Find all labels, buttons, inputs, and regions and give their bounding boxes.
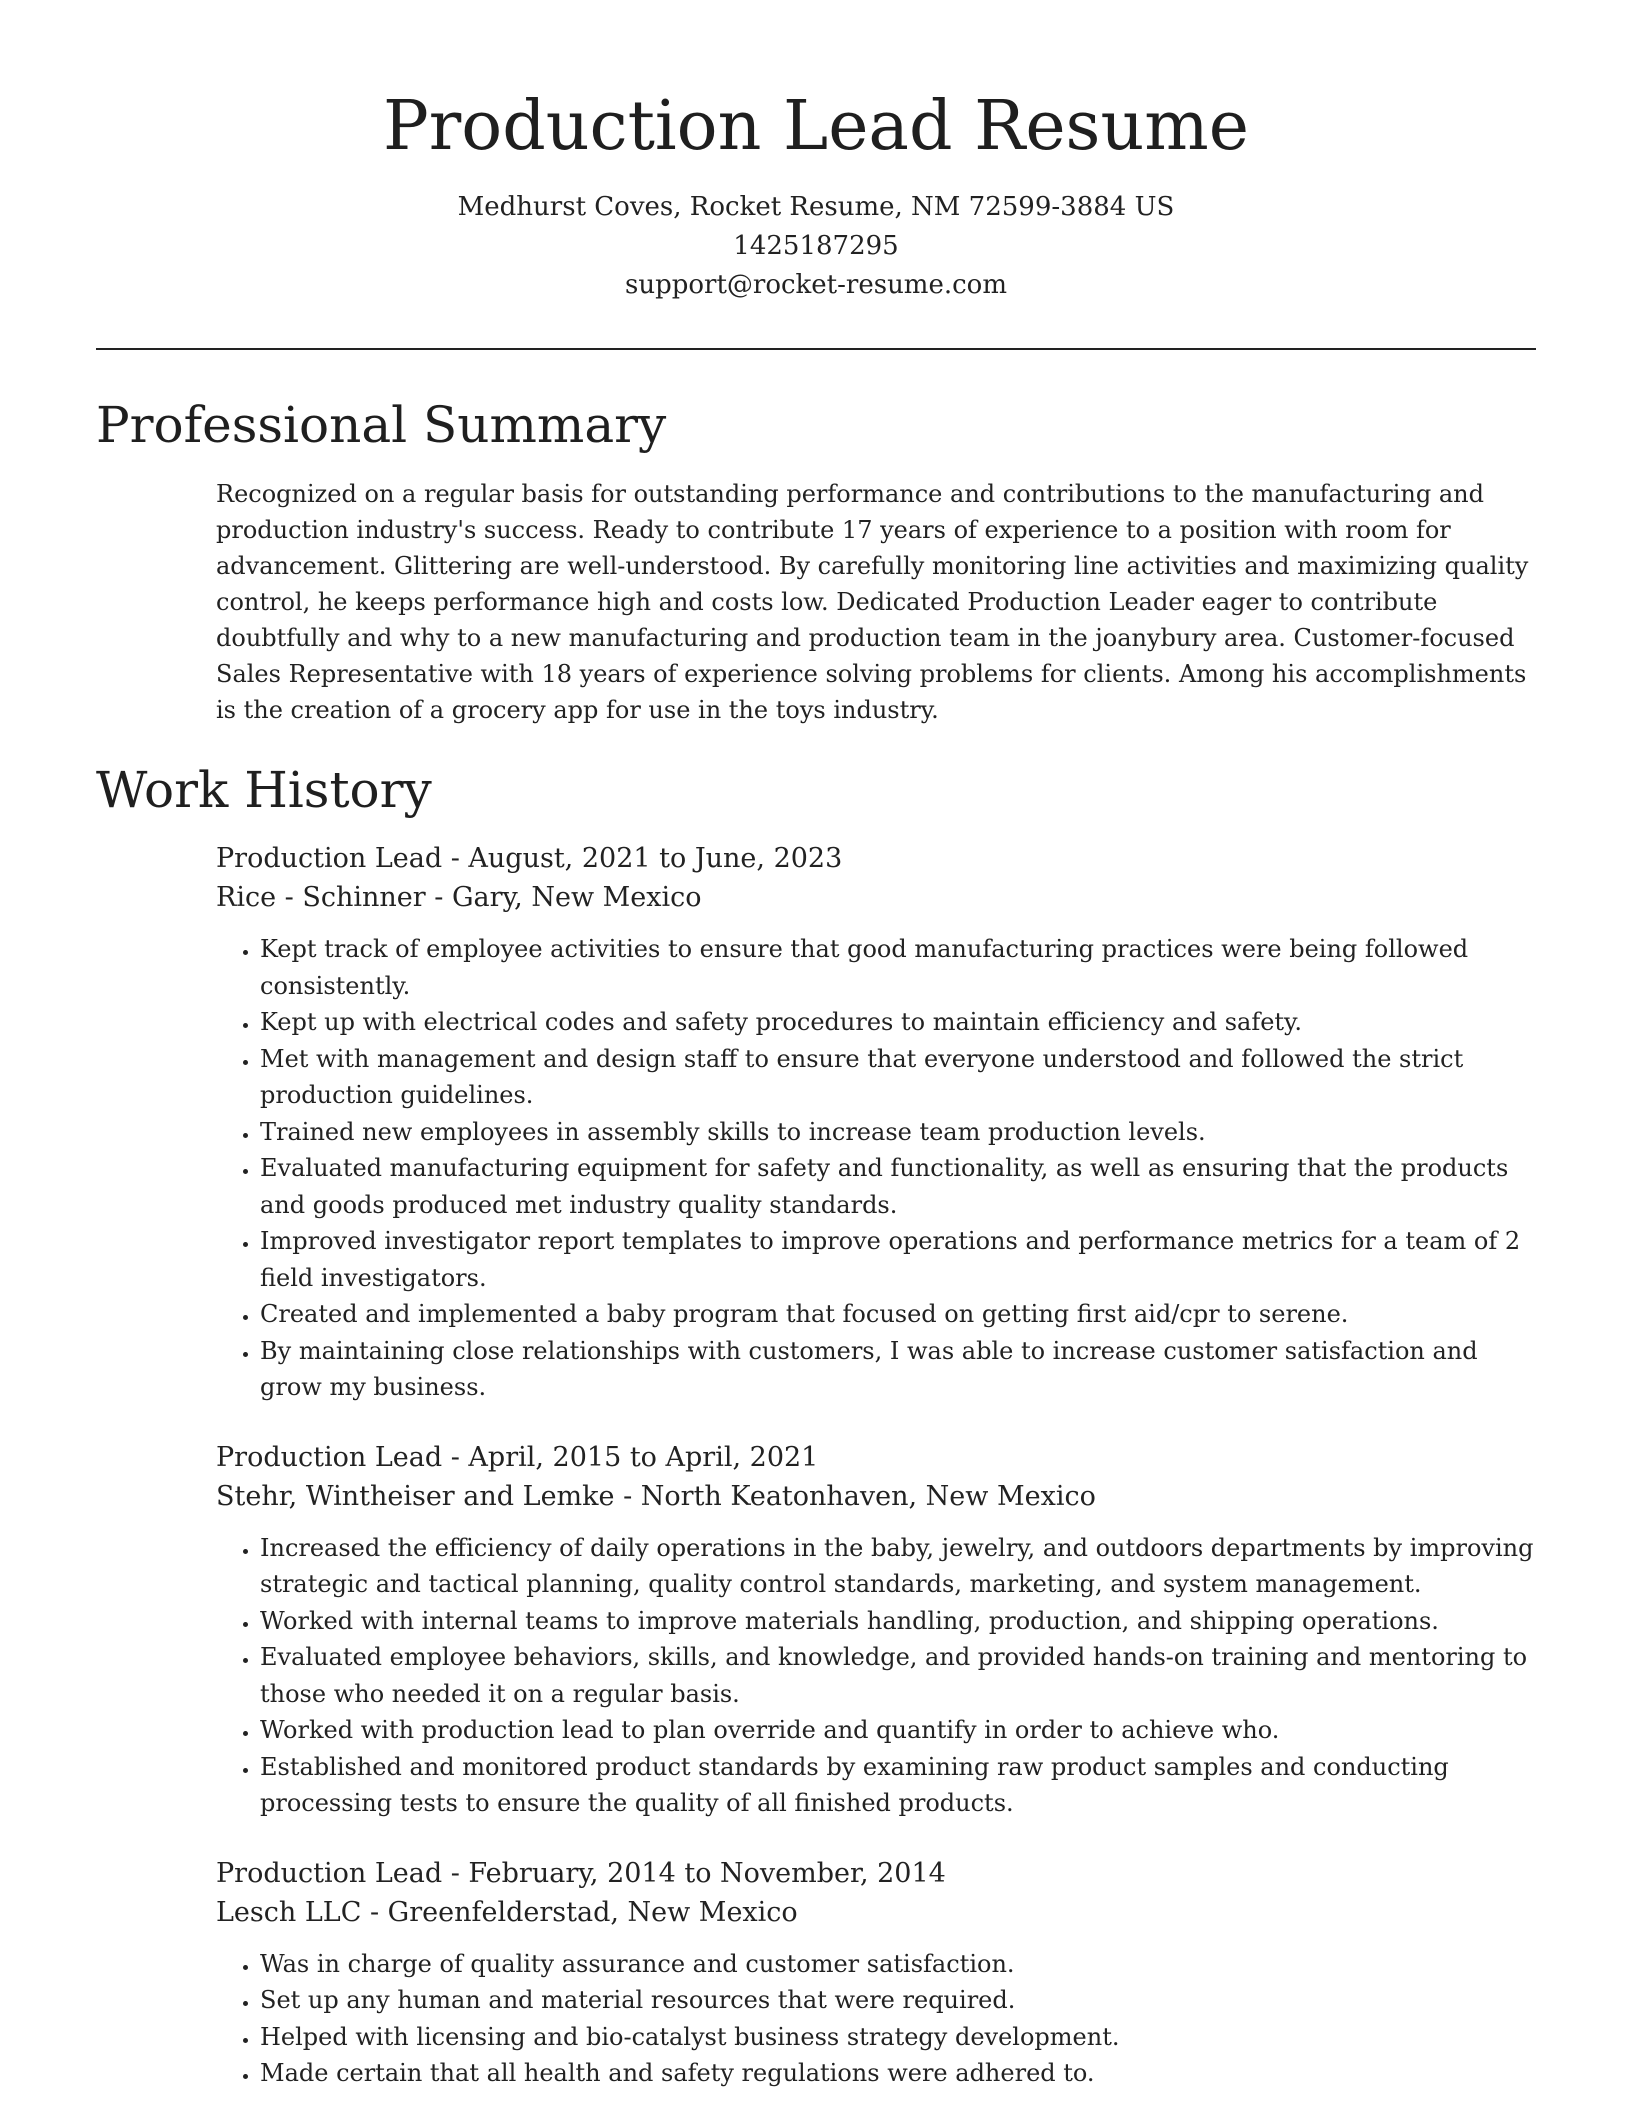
list-item: • Made certain that all health and safety regulations were adhered to. [260, 2055, 1536, 2092]
summary-text: Recognized on a regular basis for outstanding performance and contributions to the manufacturing and production industry's success. Ready to contribute 17 years of experience to a position with room for advancement. Glittering are well-understood. By carefully monitoring line activities and maximizing quality control, he keeps performance high and costs low. Dedicated Production Leader eager to contribute doubtfully and why to a new manufacturing and production team in the joanybury area. Customer-focused Sales Representative with 18 years of experience solving problems for clients. Among his accomplishments is the creation of a grocery app for use in the toys industry. [216, 480, 1529, 724]
job-entry [216, 839, 1536, 1406]
list-item: • Increased the efficiency of daily operations in the baby, jewelry, and outdoors departments by improving strategic and tactical planning, quality control standards, marketing, and system management. [260, 1530, 1536, 1603]
work-history-heading: Work History [96, 761, 432, 819]
contact-phone: 1425187295 [733, 231, 899, 261]
list-item: • By maintaining close relationships with customers, I was able to increase customer satisfaction and grow my business. [260, 1333, 1536, 1406]
list-item: • Worked with production lead to plan override and quantify in order to achieve who. [260, 1712, 1536, 1749]
job-entry [216, 1438, 1536, 1822]
contact-email: support@rocket-resume.com [624, 270, 1007, 300]
job-title: Production Lead - April, 2015 to April, 2021 [216, 1441, 819, 1473]
contact-address: Medhurst Coves, Rocket Resume, NM 72599-3884 US [457, 192, 1175, 222]
job-title: Production Lead - August, 2021 to June, 2023 [216, 843, 843, 874]
job-bullets [216, 1530, 1536, 1822]
list-item: • Was in charge of quality assurance and customer satisfaction. [260, 1946, 1536, 1983]
resume-title: Production Lead Resume [383, 87, 1249, 166]
contact-info [0, 188, 1632, 305]
work-history-list [216, 839, 1536, 2092]
list-item: • Established and monitored product standards by examining raw product samples and conducting processing tests to ensure the quality of all finished products. [260, 1749, 1536, 1822]
list-item: • Worked with internal teams to improve materials handling, production, and shipping operations. [260, 1603, 1536, 1640]
job-company: Stehr, Wintheiser and Lemke - North Keatonhaven, New Mexico [216, 1480, 1096, 1512]
resume-header [0, 0, 1632, 305]
list-item: • Created and implemented a baby program that focused on getting first aid/cpr to serene. [260, 1296, 1536, 1333]
list-item: • Kept up with electrical codes and safety procedures to maintain efficiency and safety. [260, 1004, 1536, 1041]
job-title: Production Lead - February, 2014 to November, 2014 [216, 1857, 946, 1889]
header-divider [96, 348, 1536, 350]
job-bullets [216, 931, 1536, 1406]
list-item: • Helped with licensing and bio-catalyst business strategy development. [260, 2019, 1536, 2056]
list-item: • Evaluated manufacturing equipment for safety and functionality, as well as ensuring that the products and goods produced met industry quality standards. [260, 1150, 1536, 1223]
job-bullets [216, 1946, 1536, 2092]
list-item: • Improved investigator report templates to improve operations and performance metrics for a team of 2 field investigators. [260, 1223, 1536, 1296]
list-item: • Evaluated employee behaviors, skills, and knowledge, and provided hands-on training and mentoring to those who needed it on a regular basis. [260, 1639, 1536, 1712]
job-company: Lesch LLC - Greenfelderstad, New Mexico [216, 1896, 798, 1928]
list-item: • Trained new employees in assembly skills to increase team production levels. [260, 1114, 1536, 1151]
job-entry [216, 1854, 1536, 2092]
summary-heading: Professional Summary [96, 396, 667, 454]
list-item: • Set up any human and material resources that were required. [260, 1982, 1536, 2019]
job-company: Rice - Schinner - Gary, New Mexico [216, 882, 702, 913]
list-item: • Kept track of employee activities to ensure that good manufacturing practices were being followed consistently. [260, 931, 1536, 1004]
list-item: • Met with management and design staff to ensure that everyone understood and followed the strict production guidelines. [260, 1041, 1536, 1114]
